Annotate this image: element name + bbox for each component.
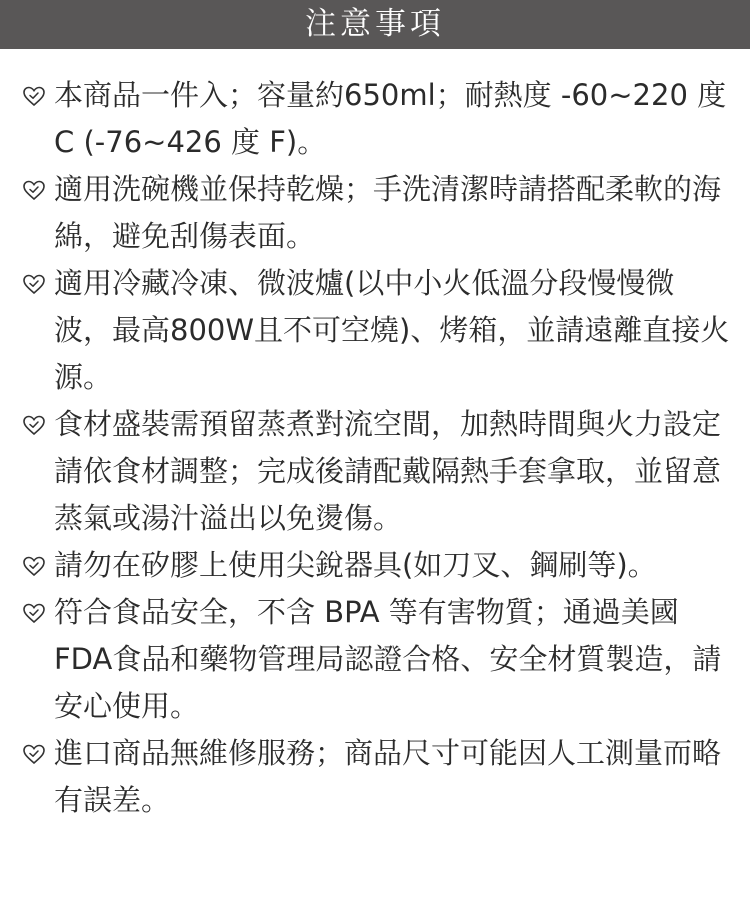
note-text: 請勿在矽膠上使用尖銳器具(如刀叉、鋼刷等)。 xyxy=(54,548,657,582)
note-text: 本商品一件入；容量約650ml；耐熱度 -60~220 度C (-76~426 度 F)。 xyxy=(54,78,727,159)
notice-list xyxy=(0,72,750,824)
note-text: 適用洗碗機並保持乾燥；手洗清潔時請搭配柔軟的海綿，避免刮傷表面。 xyxy=(54,172,722,253)
list-item xyxy=(0,260,750,401)
note-text: 食材盛裝需預留蒸煮對流空間，加熱時間與火力設定請依食材調整；完成後請配戴隔熱手套拿取，並留意蒸氣或湯汁溢出以免燙傷。 xyxy=(54,407,722,535)
list-item xyxy=(0,542,750,589)
note-text: 進口商品無維修服務；商品尺寸可能因人工測量而略有誤差。 xyxy=(54,736,722,817)
list-item xyxy=(0,166,750,260)
note-text: 適用冷藏冷凍、微波爐(以中小火低溫分段慢慢微波，最高800W且不可空燒)、烤箱，並請遠離直接火源。 xyxy=(54,266,730,394)
heart-outline-check-icon xyxy=(22,555,46,577)
notice-header xyxy=(0,0,750,49)
list-item xyxy=(0,589,750,730)
heart-outline-check-icon xyxy=(22,602,46,624)
page-title: 注意事項 xyxy=(305,6,445,42)
note-text: 符合食品安全，不含 BPA 等有害物質；通過美國FDA食品和藥物管理局認證合格、安全材質製造，請安心使用。 xyxy=(54,595,722,723)
heart-outline-check-icon xyxy=(22,414,46,436)
list-item xyxy=(0,730,750,824)
heart-outline-check-icon xyxy=(22,179,46,201)
heart-outline-check-icon xyxy=(22,85,46,107)
list-item xyxy=(0,72,750,166)
list-item xyxy=(0,401,750,542)
heart-outline-check-icon xyxy=(22,743,46,765)
heart-outline-check-icon xyxy=(22,273,46,295)
